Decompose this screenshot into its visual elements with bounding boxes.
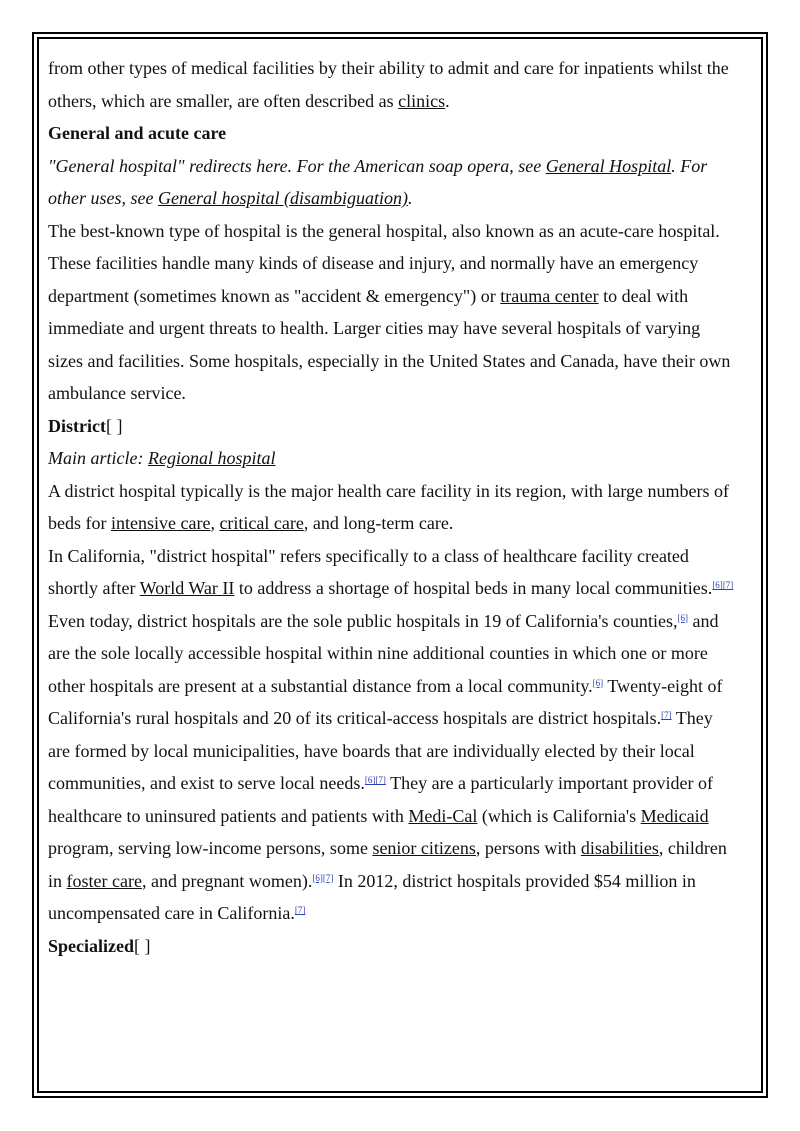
citation-ref bbox=[677, 613, 688, 623]
link-trauma-center[interactable]: trauma center bbox=[500, 285, 599, 306]
edit-section-district[interactable]: [ ] bbox=[105, 415, 123, 436]
citation-6[interactable]: [6] bbox=[677, 612, 688, 623]
paragraph-california-district: In California, "district hospital" refers specifically to a class of healthcare facility created shortly after World War II to address a shortage of hospital beds in many local communities.[6][7] Even today, district hospitals are the sole public hospitals in 19 of California's counties,[6] and are the sole locally accessible hospital within nine additional counties in which one or more other hospitals are present at a substantial distance from a local community.[6] Twenty-eight of California's rural hospitals and 20 of its critical-access hospitals are district hospitals.[7] They are formed by local municipalities, have boards that are individually elected by their local communities, and exist to serve local needs.[6][7] They are a particularly important provider of healthcare to uninsured patients and patients with Medi-Cal (which is California's Medicaid program, serving low-income persons, some senior citizens, persons with disabilities, children in foster care, and pregnant women).[6][7] In 2012, district hospitals provided $54 million in uncompensated care in California.[7] bbox=[48, 545, 734, 923]
hatnote-main-article-regional: Main article: Regional hospital bbox=[48, 448, 276, 468]
heading-general-and-acute-care: General and acute care bbox=[48, 123, 227, 143]
citation-7[interactable]: [7] bbox=[294, 905, 306, 915]
link-medicaid[interactable]: Medicaid bbox=[640, 805, 709, 826]
citation-ref bbox=[593, 678, 604, 688]
article-content bbox=[48, 52, 738, 962]
citation-ref bbox=[295, 905, 306, 915]
citation-6[interactable]: [6] bbox=[712, 580, 723, 590]
link-clinics[interactable]: clinics bbox=[398, 90, 446, 111]
heading-specialized: Specialized[ ] bbox=[48, 935, 151, 956]
citation-ref bbox=[712, 580, 733, 590]
citation-6[interactable]: [6] bbox=[592, 677, 604, 688]
paragraph-general-hospital: The best-known type of hospital is the general hospital, also known as an acute-care hospital. These facilities handle many kinds of disease and injury, and normally have an emergency department (sometimes known as "accident & emergency") or trauma center to deal with immediate and urgent threats to health. Larger cities may have several hospitals of varying sizes and facilities. Some hospitals, especially in the United States and Canada, have their own ambulance service. bbox=[48, 220, 731, 403]
citation-7[interactable]: [7] bbox=[322, 872, 334, 883]
citation-7[interactable]: [7] bbox=[375, 775, 386, 785]
hatnote-general-hospital: "General hospital" redirects here. For the American soap opera, see General Hospital. For other uses, see General hospital (disambiguation). bbox=[48, 155, 708, 208]
citation-ref bbox=[365, 775, 386, 785]
link-disabilities[interactable]: disabilities bbox=[580, 838, 659, 858]
paragraph-district-hospital: A district hospital typically is the major health care facility in its region, with large numbers of beds for intensive care, critical care, and long-term care. bbox=[48, 480, 730, 533]
citation-7[interactable]: [7] bbox=[661, 710, 672, 720]
link-critical-care[interactable]: critical care bbox=[219, 513, 304, 533]
link-general-hospital-soap-opera[interactable]: General Hospital bbox=[545, 155, 672, 176]
link-senior-citizens[interactable]: senior citizens bbox=[372, 838, 476, 858]
link-medi-cal[interactable]: Medi-Cal bbox=[408, 805, 478, 826]
citation-ref bbox=[312, 873, 333, 883]
link-general-hospital-disambiguation[interactable]: General hospital (disambiguation) bbox=[157, 188, 408, 208]
link-foster-care[interactable]: foster care bbox=[66, 870, 142, 891]
edit-section-specialized[interactable]: [ ] bbox=[134, 935, 151, 956]
citation-6[interactable]: [6] bbox=[364, 775, 376, 785]
heading-district: District[ ] bbox=[48, 415, 123, 436]
intro-paragraph-continuation: from other types of medical facilities by their ability to admit and care for inpatients whilst the others, which are smaller, are often described as clinics. bbox=[48, 58, 729, 111]
citation-ref bbox=[661, 710, 672, 720]
link-intensive-care[interactable]: intensive care bbox=[110, 513, 211, 533]
link-world-war-ii[interactable]: World War II bbox=[139, 578, 235, 598]
link-regional-hospital[interactable]: Regional hospital bbox=[147, 448, 276, 468]
citation-7[interactable]: [7] bbox=[722, 580, 734, 590]
citation-6[interactable]: [6] bbox=[312, 872, 323, 883]
